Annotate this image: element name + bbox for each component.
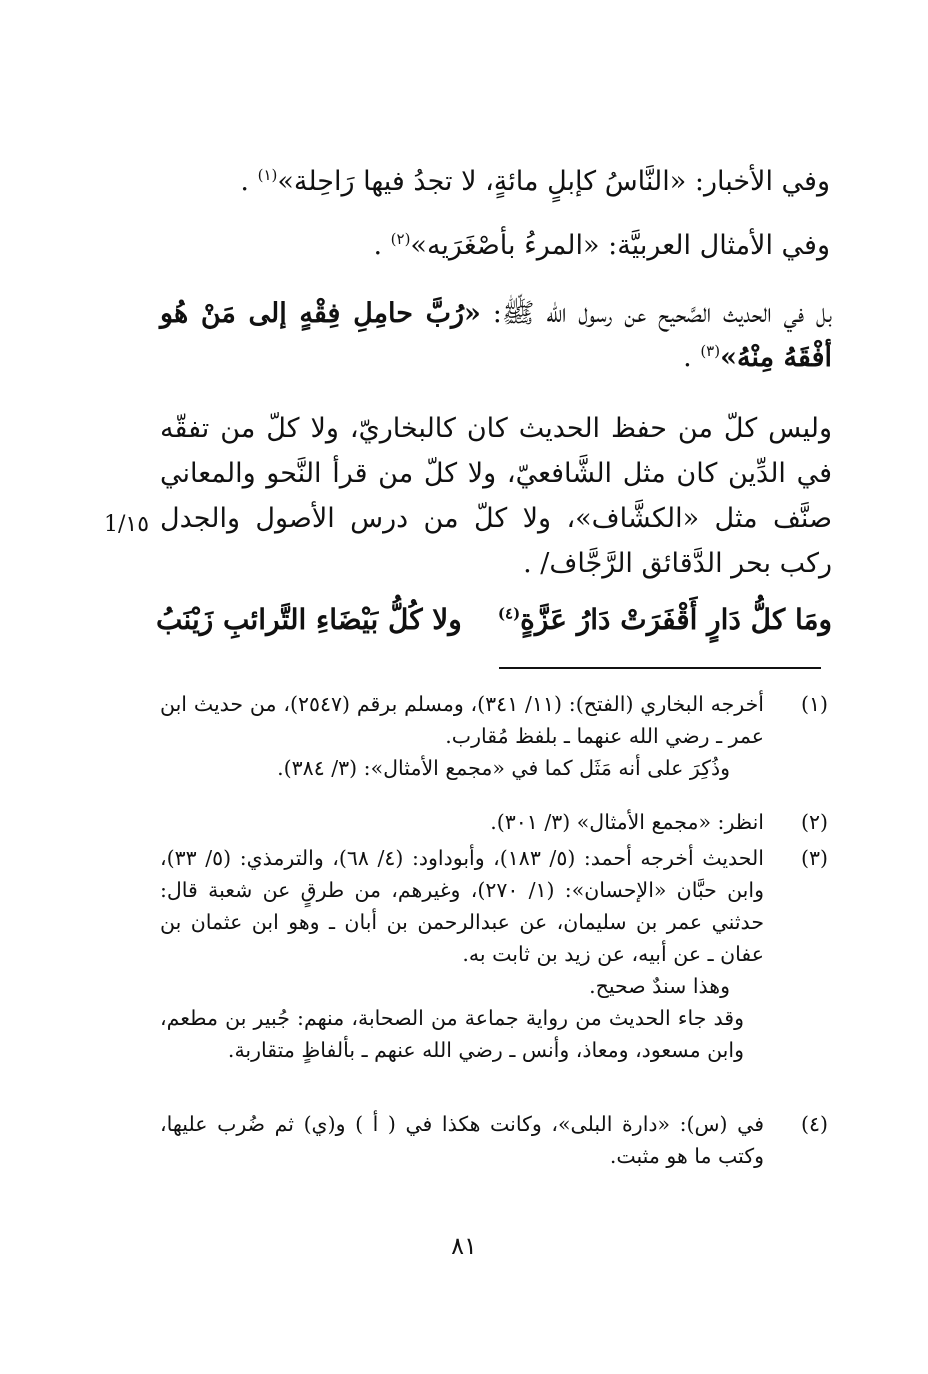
footnote-3 [160, 842, 828, 1066]
footnote-2-number: (٢) [800, 810, 828, 834]
footnote-ref-1: (١) [257, 166, 278, 184]
footnote-1-extra: وذُكِرَ على أنه مَثَل كما في «مجمع الأمثال»: (٣/ ٣٨٤). [277, 756, 730, 780]
poem-verse [156, 598, 832, 642]
footnote-3-extra: وهذا سندٌ صحيح. [589, 974, 730, 998]
page-number: ٨١ [451, 1232, 477, 1260]
footnote-ref-3: (٣) [700, 342, 721, 360]
footnote-4-text: في (س): «دارة البلى»، وكانت هكذا في ( أ ) و(ي) ثم ضُرب عليها، وكتب ما هو مثبت. [160, 1112, 764, 1168]
body-line-proverb-people: وفي الأخبار: «النَّاسُ كإبلٍ مائةٍ، لا تجدُ فيها رَاحِلة»$^{(١)}$ . [240, 166, 830, 197]
footnote-3-text: الحديث أخرجه أحمد: (٥/ ١٨٣)، وأبوداود: (٤/ ٦٨)، والترمذي: (٥/ ٣٣)، وابن حبَّان «الإحسان»: (١/ ٢٧٠)، وغيرهم، من طرقٍ عن شعبة قال: حدثني عمر بن سليمان، عن عبدالرحمن بن أبان ـ وهو ابن عثمان بن عفان ـ عن أبيه، عن زيد بن ثابت به. [160, 846, 764, 966]
footnote-1-text: أخرجه البخاري (الفتح): (١١/ ٣٤١)، ومسلم برقم (٢٥٤٧)، من حديث ابن عمر ـ رضي الله عنهما ـ بلفظ مُقارب. [160, 692, 764, 748]
footnote-4 [160, 1108, 828, 1172]
poem-second-hemistich: ولا كُلُّ بَيْضَاءِ التَّرائبِ زَيْنَبُ [156, 603, 462, 636]
body-paragraph-hadith: بل في الحديث الصَّحيح عن رسول الله ﷺ: «رُبَّ حامِلِ فِقْهٍ إلى مَنْ هُو أفْقَهُ مِنْهُ»$^{(٣)}$ . [160, 298, 832, 373]
hadith-quote: «رُبَّ حامِلِ فِقْهٍ إلى مَنْ هُو أفْقَهُ مِنْهُ» [160, 298, 832, 373]
footnote-separator [499, 667, 821, 669]
body-paragraph-scholars: وليس كلّ من حفظ الحديث كان كالبخاريّ، ولا كلّ من تفقّه في الدِّين كان مثل الشَّافعيّ، ولا كلّ من قرأ النَّحو والمعاني صنَّف مثل «الكشَّاف»، ولا كلّ من درس الأصول والجدل ركب بحر الدَّقائق الرَّجَّاف/ . [160, 413, 832, 579]
footnote-4-number: (٤) [800, 1112, 828, 1136]
poem-first-hemistich: ومَا كلُّ دَارٍ أَقْفَرَتْ دَارُ عَزَّةٍ$^{(٤)}$ [497, 603, 832, 636]
footnote-ref-4: (٤) [497, 604, 521, 623]
footnote-2 [160, 806, 828, 838]
body-line-arab-proverb: وفي الأمثال العربيَّة: «المرءُ بأصْغَرَيه»$^{(٢)}$ . [373, 230, 830, 261]
margin-folio-note: 1/١٥ [104, 512, 150, 537]
footnote-ref-2: (٢) [390, 230, 411, 248]
footnote-3-number: (٣) [800, 846, 828, 870]
footnote-2-text: انظر: «مجمع الأمثال» (٣/ ٣٠١). [490, 810, 764, 834]
footnote-1-number: (١) [800, 692, 828, 716]
footnote-1 [160, 688, 828, 784]
footnote-3-extra2: وقد جاء الحديث من رواية جماعة من الصحابة، منهم: جُبير بن مطعم، وابن مسعود، ومعاذ، وأنس ـ رضي الله عنهم ـ بألفاظٍ متقاربة. [160, 1006, 744, 1062]
